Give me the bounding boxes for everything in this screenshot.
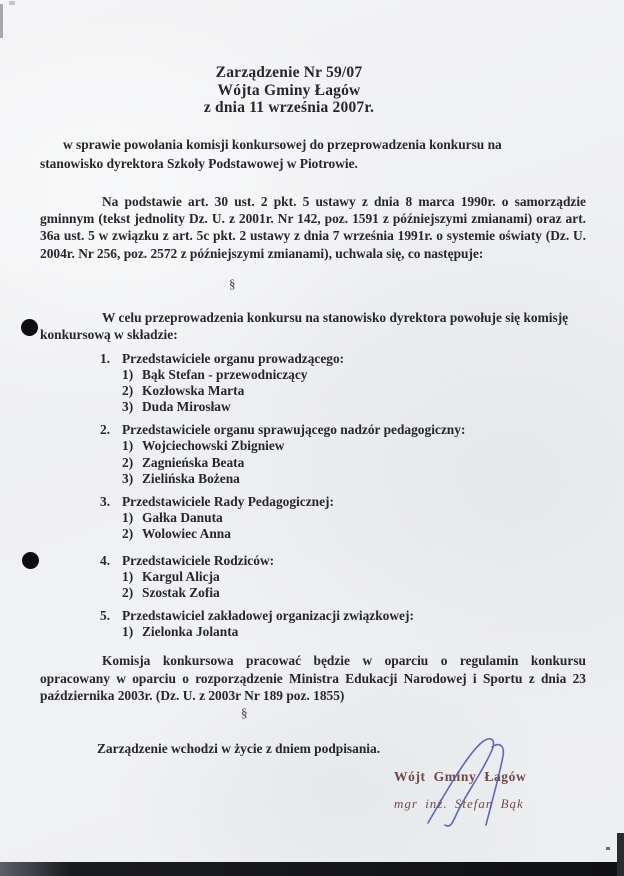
member-name: Gałka Danuta — [142, 509, 223, 525]
stamp-signer-name: mgr inż. Stefan Bąk — [394, 796, 524, 811]
group-number: 1. — [100, 351, 111, 366]
hole-punch-mark-bottom — [22, 552, 39, 569]
member-row — [100, 510, 586, 526]
regulation-paragraph: Komisja konkursowa pracować będzie w oparciu o regulamin konkursu opracowany w oparciu o rozporządzenie Ministra Edukacji Narodowej i Sportu z dnia 23 października 2003r. (Dz. U. z 2003r Nr 189 poz. 1855) — [40, 653, 586, 704]
group-header — [100, 351, 586, 367]
title-line-date: z dnia 11 września 2007r. — [203, 99, 375, 117]
group-header — [100, 608, 586, 624]
section-mark-2: § — [241, 705, 248, 720]
committee-group-1 — [40, 351, 586, 415]
member-name: Duda Mirosław — [142, 399, 231, 415]
member-row — [100, 455, 586, 471]
member-row — [100, 624, 586, 640]
section-mark-1: § — [229, 276, 236, 291]
group-label: Przedstawiciele Rodziców: — [122, 553, 275, 569]
document-title — [40, 64, 538, 117]
member-number: 1) — [122, 438, 134, 454]
committee-group-4 — [40, 553, 586, 601]
group-header — [100, 553, 586, 569]
member-row — [100, 526, 586, 542]
member-name: Zielińska Bożena — [142, 470, 240, 486]
scan-edge-right — [617, 833, 624, 876]
group-number: 4. — [100, 553, 111, 569]
scan-smudge-top-left-2 — [9, 1, 15, 5]
member-number: 1) — [122, 569, 134, 585]
member-number: 1) — [122, 367, 134, 383]
group-number: 3. — [100, 493, 111, 509]
member-row — [100, 438, 586, 454]
resolution-intro-paragraph: W celu przeprowadzenia konkursu na stanowisko dyrektora powołuje się komisję konkursową w składzie: — [40, 310, 569, 343]
effective-clause: Zarządzenie wchodzi w życie z dniem podpisania. — [97, 741, 381, 756]
title-line-issuer: Wójta Gminy Łagów — [217, 81, 361, 99]
member-number: 3) — [122, 399, 134, 415]
committee-group-3 — [40, 494, 586, 542]
member-number: 1) — [122, 624, 134, 640]
hole-punch-mark-top — [21, 319, 38, 336]
member-name: Wolowiec Anna — [142, 525, 231, 541]
committee-group-2 — [40, 422, 586, 486]
legal-basis-paragraph: Na podstawie art. 30 ust. 2 pkt. 5 ustawy z dnia 8 marca 1990r. o samorządzie gminnym (tekst jednolity Dz. U. z 2001r. Nr 142, poz. 1591 z późniejszymi zmianami) oraz art. 36a ust. 5 w związku z art. 5c pkt. 2 ustawy z dnia 7 września 1991r. o systemie oświaty (Dz. U. 2004r. Nr 256, poz. 2572 z późniejszymi zmianami), uchwala się, co następuje: — [40, 194, 586, 261]
group-header — [100, 422, 586, 438]
signature-scribble — [410, 731, 522, 834]
member-name: Zagnieńska Beata — [142, 454, 245, 470]
group-label: Przedstawiciele organu prowadzącego: — [122, 351, 345, 366]
member-number: 1) — [122, 509, 134, 525]
member-name: Kozłowska Marta — [142, 383, 245, 399]
member-row — [100, 569, 586, 585]
committee-list — [40, 351, 586, 648]
member-number: 2) — [122, 383, 134, 399]
member-number: 2) — [122, 585, 134, 601]
group-label: Przedstawiciele organu sprawującego nadzór pedagogiczny: — [122, 422, 466, 438]
group-header — [100, 494, 586, 510]
member-number: 2) — [122, 454, 134, 470]
member-name: Bąk Stefan - przewodniczący — [142, 367, 308, 383]
member-name: Wojciechowski Zbigniew — [142, 438, 285, 454]
member-name: Szostak Zofia — [142, 585, 220, 601]
title-line-ordinance-number: Zarządzenie Nr 59/07 — [215, 64, 363, 81]
member-number: 2) — [122, 525, 134, 541]
member-name: Zielonka Jolanta — [142, 624, 239, 640]
scan-smudge-top-left — [0, 4, 3, 38]
group-number: 2. — [100, 422, 111, 438]
member-row — [100, 399, 586, 415]
group-number: 5. — [100, 608, 111, 624]
member-name: Kargul Alicja — [142, 569, 220, 585]
member-row — [100, 383, 586, 399]
member-row — [100, 585, 586, 601]
member-row — [100, 367, 586, 383]
group-label: Przedstawiciel zakładowej organizacji związkowej: — [122, 608, 414, 624]
committee-group-5 — [40, 608, 586, 640]
scan-edge-bottom — [0, 862, 624, 876]
member-number: 3) — [122, 470, 134, 486]
stamp-title: Wójt Gminy Łagów — [394, 769, 527, 784]
member-row — [100, 471, 586, 487]
document-subject: w sprawie powołania komisji konkursowej do przeprowadzenia konkursu na stanowisko dyrektora Szkoły Podstawowej w Piotrowie. — [40, 137, 502, 171]
scan-speck-bottom-right — [606, 847, 610, 850]
group-label: Przedstawiciele Rady Pedagogicznej: — [122, 493, 334, 509]
